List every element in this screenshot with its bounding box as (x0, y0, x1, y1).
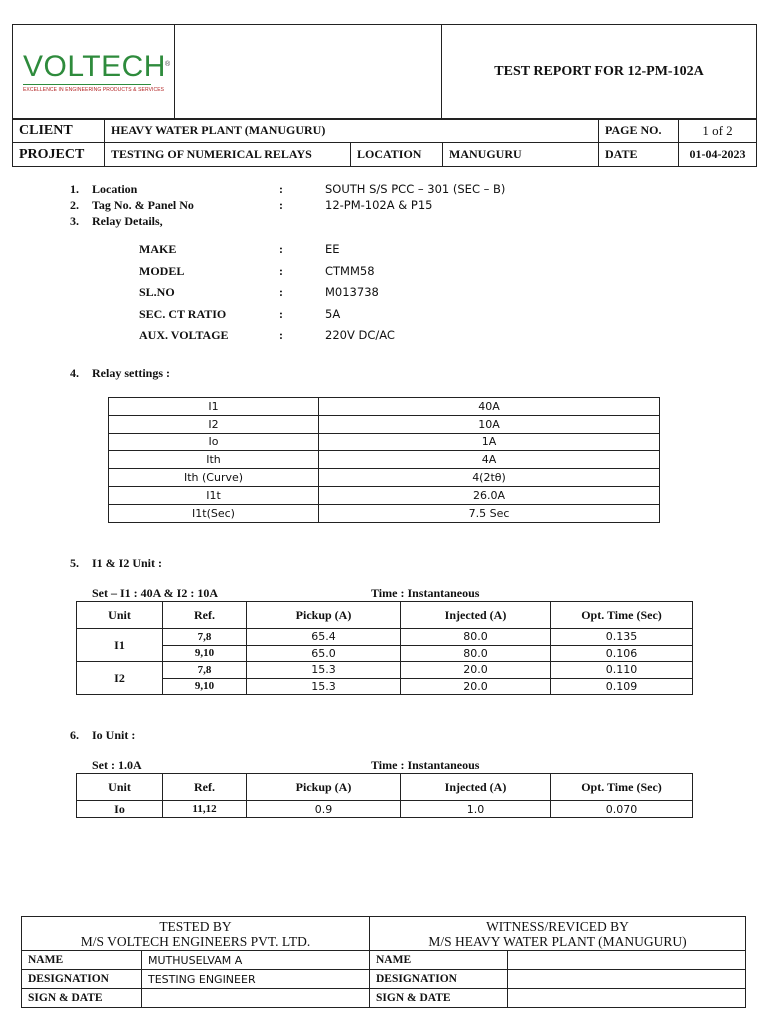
tested-by-cell (22, 917, 370, 951)
logo-underline (23, 84, 151, 85)
table-row (109, 451, 660, 469)
date-label: DATE (599, 143, 679, 167)
item-number: 2. (70, 198, 79, 212)
opt-time-cell: 0.109 (551, 678, 693, 695)
setting-param: Ith (109, 451, 319, 469)
table-row (109, 398, 660, 416)
io-time-label: Time : Instantaneous (371, 758, 480, 772)
ref-cell: 9,10 (163, 678, 247, 695)
i12-heading: I1 & I2 Unit : (92, 556, 163, 570)
table-row (109, 469, 660, 487)
setting-value: 7.5 Sec (319, 504, 660, 522)
io-heading: Io Unit : (92, 728, 136, 742)
i12-set-label: Set – I1 : 40A & I2 : 10A (92, 586, 218, 600)
model-value: CTMM58 (325, 264, 375, 278)
col-header-unit: Unit (77, 602, 163, 629)
serial-value: M013738 (325, 285, 379, 299)
col-header-injected: Injected (A) (401, 774, 551, 801)
colon: : (279, 285, 283, 299)
setting-value: 4(2tθ) (319, 469, 660, 487)
setting-param: I1t(Sec) (109, 504, 319, 522)
page-value: 1 of 2 (679, 119, 757, 143)
table-header-row (77, 602, 693, 629)
aux-voltage-value: 220V DC/AC (325, 328, 395, 342)
tested-designation-value: TESTING ENGINEER (142, 970, 370, 989)
signoff-table (21, 916, 746, 1008)
tested-name-value: MUTHUSELVAM A (142, 951, 370, 970)
pickup-cell: 15.3 (247, 678, 401, 695)
settings-table (108, 397, 660, 523)
table-row (22, 989, 746, 1008)
company-logo (23, 49, 173, 93)
setting-param: Ith (Curve) (109, 469, 319, 487)
injected-cell: 1.0 (401, 801, 551, 818)
pickup-cell: 65.0 (247, 645, 401, 662)
setting-value: 40A (319, 398, 660, 416)
report-header (12, 24, 757, 120)
setting-value: 4A (319, 451, 660, 469)
setting-value: 10A (319, 415, 660, 433)
project-value: TESTING OF NUMERICAL RELAYS (105, 143, 351, 167)
table-row (22, 951, 746, 970)
colon: : (279, 264, 283, 278)
col-header-opt-time: Opt. Time (Sec) (551, 774, 693, 801)
opt-time-cell: 0.070 (551, 801, 693, 818)
ref-cell: 9,10 (163, 645, 247, 662)
colon: : (279, 307, 283, 321)
i12-test-table (76, 601, 693, 695)
report-title: TEST REPORT FOR 12-PM-102A (442, 25, 757, 120)
table-row (109, 433, 660, 451)
witness-designation-value (508, 970, 746, 989)
col-header-pickup: Pickup (A) (247, 602, 401, 629)
colon: : (279, 198, 283, 212)
table-row (77, 678, 693, 695)
injected-cell: 80.0 (401, 645, 551, 662)
logo-cell (13, 25, 175, 120)
ref-cell: 7,8 (163, 629, 247, 646)
table-row (109, 486, 660, 504)
injected-cell: 80.0 (401, 629, 551, 646)
client-value: HEAVY WATER PLANT (MANUGURU) (105, 119, 599, 143)
tested-sign-label: SIGN & DATE (22, 989, 142, 1008)
col-header-ref: Ref. (163, 602, 247, 629)
colon: : (279, 182, 283, 196)
ref-cell: 11,12 (163, 801, 247, 818)
colon: : (279, 328, 283, 342)
witness-sign-value (508, 989, 746, 1008)
serial-label: SL.NO (139, 285, 175, 299)
table-row (77, 629, 693, 646)
tested-by-title: TESTED BY (159, 918, 232, 934)
ct-ratio-value: 5A (325, 307, 341, 321)
setting-value: 26.0A (319, 486, 660, 504)
tested-designation-label: DESIGNATION (22, 970, 142, 989)
col-header-injected: Injected (A) (401, 602, 551, 629)
tag-item-label: Tag No. & Panel No (92, 198, 194, 212)
signoff-header-row (22, 917, 746, 951)
aux-voltage-label: AUX. VOLTAGE (139, 328, 229, 342)
col-header-ref: Ref. (163, 774, 247, 801)
opt-time-cell: 0.110 (551, 662, 693, 679)
table-header-row (77, 774, 693, 801)
col-header-pickup: Pickup (A) (247, 774, 401, 801)
pickup-cell: 65.4 (247, 629, 401, 646)
col-header-unit: Unit (77, 774, 163, 801)
witness-name-label: NAME (370, 951, 508, 970)
ref-cell: 7,8 (163, 662, 247, 679)
page-label: PAGE NO. (599, 119, 679, 143)
logo-wordmark: VOLTECH (23, 49, 166, 83)
unit-cell: I2 (77, 662, 163, 695)
logo-tagline: EXCELLENCE IN ENGINEERING PRODUCTS & SERVICES (23, 86, 165, 93)
opt-time-cell: 0.106 (551, 645, 693, 662)
registered-mark: ® (165, 60, 171, 68)
location-item-value: SOUTH S/S PCC – 301 (SEC – B) (325, 182, 506, 196)
table-row (109, 415, 660, 433)
col-header-opt-time: Opt. Time (Sec) (551, 602, 693, 629)
witness-sign-label: SIGN & DATE (370, 989, 508, 1008)
table-row (109, 504, 660, 522)
make-value: EE (325, 242, 340, 256)
item-number: 1. (70, 182, 79, 196)
setting-param: I1t (109, 486, 319, 504)
unit-cell: Io (77, 801, 163, 818)
pickup-cell: 0.9 (247, 801, 401, 818)
setting-value: 1A (319, 433, 660, 451)
colon: : (279, 242, 283, 256)
setting-param: I2 (109, 415, 319, 433)
pickup-cell: 15.3 (247, 662, 401, 679)
settings-heading: Relay settings : (92, 366, 170, 380)
io-test-table (76, 773, 693, 818)
info-table (12, 118, 757, 167)
setting-param: Io (109, 433, 319, 451)
model-label: MODEL (139, 264, 185, 278)
tested-name-label: NAME (22, 951, 142, 970)
table-row (22, 970, 746, 989)
tag-item-value: 12-PM-102A & P15 (325, 198, 433, 212)
witness-company: M/S HEAVY WATER PLANT (MANUGURU) (428, 933, 687, 949)
witness-cell (370, 917, 746, 951)
section-number: 6. (70, 728, 79, 742)
client-label: CLIENT (13, 119, 105, 143)
unit-cell: I1 (77, 629, 163, 662)
io-set-label: Set : 1.0A (92, 758, 142, 772)
item-number: 3. (70, 214, 79, 228)
witness-name-value (508, 951, 746, 970)
injected-cell: 20.0 (401, 678, 551, 695)
section-number: 5. (70, 556, 79, 570)
make-label: MAKE (139, 242, 177, 256)
table-row (77, 645, 693, 662)
tested-by-company: M/S VOLTECH ENGINEERS PVT. LTD. (80, 933, 311, 949)
setting-param: I1 (109, 398, 319, 416)
location-label: LOCATION (351, 143, 443, 167)
tested-sign-value (142, 989, 370, 1008)
blank-header-cell (175, 25, 442, 120)
project-label: PROJECT (13, 143, 105, 167)
witness-designation-label: DESIGNATION (370, 970, 508, 989)
table-row (77, 801, 693, 818)
opt-time-cell: 0.135 (551, 629, 693, 646)
section-number: 4. (70, 366, 79, 380)
witness-title: WITNESS/REVICED BY (486, 918, 629, 934)
injected-cell: 20.0 (401, 662, 551, 679)
location-item-label: Location (92, 182, 138, 196)
date-value: 01-04-2023 (679, 143, 757, 167)
table-row (77, 662, 693, 679)
location-value: MANUGURU (443, 143, 599, 167)
i12-time-label: Time : Instantaneous (371, 586, 480, 600)
ct-ratio-label: SEC. CT RATIO (139, 307, 227, 321)
relay-details-heading: Relay Details, (92, 214, 163, 228)
